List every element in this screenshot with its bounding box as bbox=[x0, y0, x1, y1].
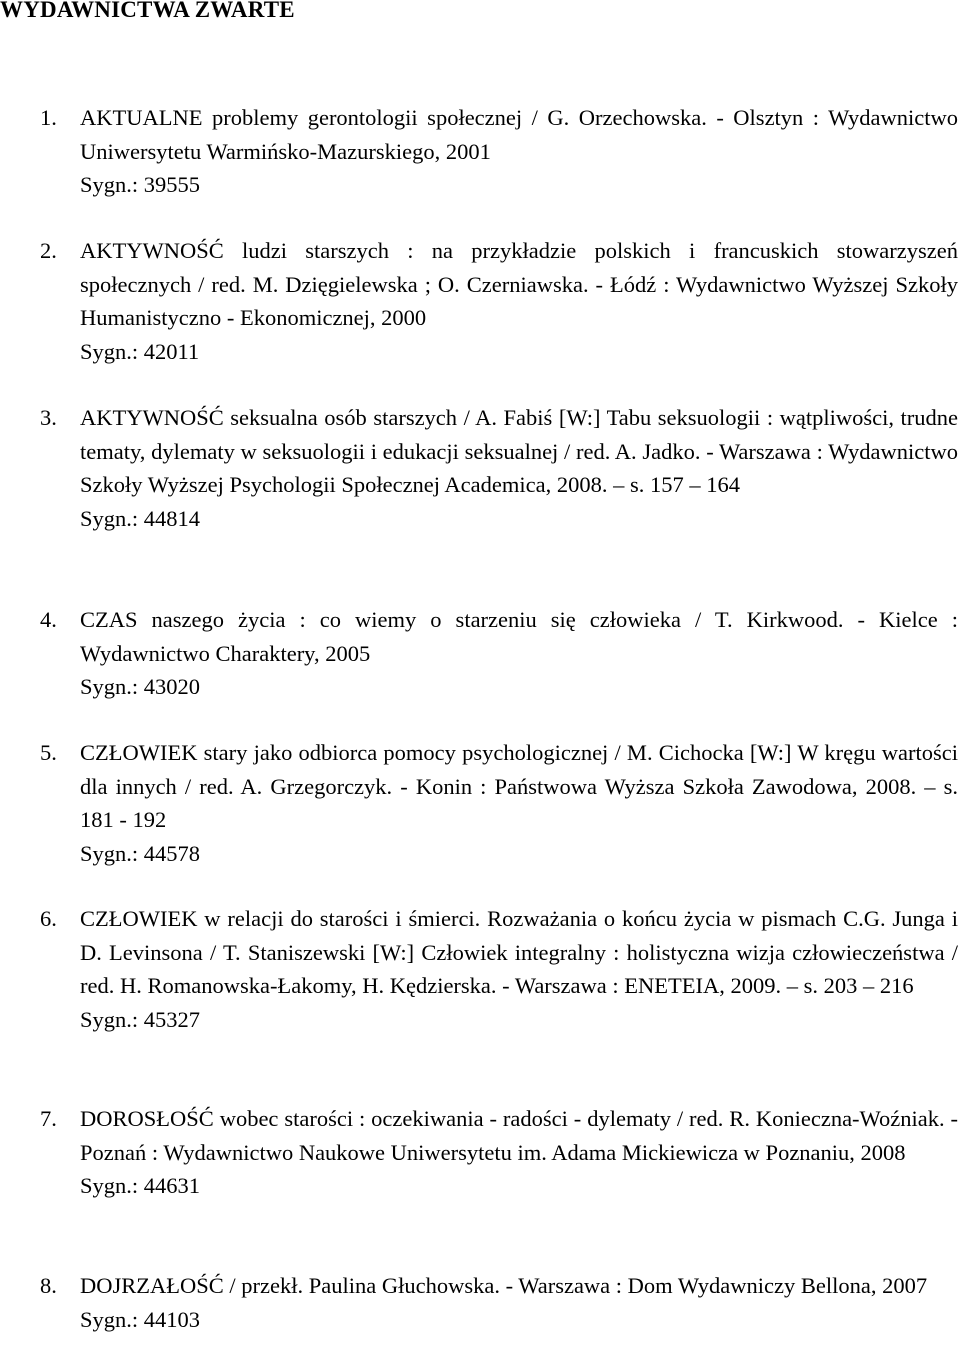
entry-description: CZŁOWIEK w relacji do starości i śmierci. Rozważania o końcu życia w pismach C.G. Junga i D. Levinsona / T. Staniszewski [W:] Człowiek integralny : holistyczna wizja człowieczeństwa / red. H. Romanowska-Łakomy, H. Kędzierska. - Warszawa : ENETEIA, 2009. – s. 203 – 216 bbox=[80, 906, 958, 998]
bibliography-entry bbox=[0, 603, 958, 704]
page-title: WYDAWNICTWA ZWARTE bbox=[0, 0, 295, 22]
entry-call-number: Sygn.: 44578 bbox=[80, 840, 201, 866]
entry-description: CZŁOWIEK stary jako odbiorca pomocy psychologicznej / M. Cichocka [W:] W kręgu wartości dla innych / red. A. Grzegorczyk. - Konin : Państwowa Wyższa Szkoła Zawodowa, 2008. – s. 181 - 192 bbox=[80, 740, 958, 832]
bibliography-entry bbox=[0, 401, 958, 535]
entry-number: 8. bbox=[40, 1273, 57, 1298]
entry-number: 1. bbox=[40, 105, 57, 130]
entry-call-number: Sygn.: 44814 bbox=[80, 505, 201, 531]
entry-call-number: Sygn.: 39555 bbox=[80, 172, 201, 197]
entry-description: AKTYWNOŚĆ ludzi starszych : na przykładzie polskich i francuskich stowarzyszeń społecznych / red. M. Dzięgielewska ; O. Czerniawska. - Łódź : Wydawnictwo Wyższej Szkoły Humanistyczno - Ekonomicznej, 2000 bbox=[80, 238, 958, 330]
entry-number: 5. bbox=[40, 740, 57, 765]
bibliography-entry bbox=[0, 736, 958, 870]
bibliography-entry bbox=[0, 1102, 958, 1203]
entry-number: 7. bbox=[40, 1106, 57, 1131]
entry-description: CZAS naszego życia : co wiemy o starzeniu się człowieka / T. Kirkwood. - Kielce : Wydawnictwo Charaktery, 2005 bbox=[80, 607, 958, 666]
entry-number: 4. bbox=[40, 607, 57, 632]
bibliography-entry bbox=[0, 101, 958, 202]
entry-number: 3. bbox=[40, 405, 57, 430]
entry-call-number: Sygn.: 44103 bbox=[80, 1306, 201, 1332]
entry-description: DOJRZAŁOŚĆ / przekł. Paulina Głuchowska. - Warszawa : Dom Wydawniczy Bellona, 2007 bbox=[80, 1273, 928, 1298]
bibliography-entry bbox=[0, 902, 958, 1036]
entry-call-number: Sygn.: 42011 bbox=[80, 338, 200, 364]
entry-call-number: Sygn.: 44631 bbox=[80, 1173, 201, 1198]
entry-call-number: Sygn.: 43020 bbox=[80, 674, 201, 699]
entry-number: 2. bbox=[40, 238, 57, 263]
bibliography-entry bbox=[0, 1269, 958, 1336]
entry-description: AKTYWNOŚĆ seksualna osób starszych / A. Fabiś [W:] Tabu seksuologii : wątpliwości, trudne tematy, dylematy w seksuologii i edukacji seksualnej / red. A. Jadko. - Warszawa : Wydawnictwo Szkoły Wyższej Psychologii Społecznej Academica, 2008. – s. 157 – 164 bbox=[80, 405, 958, 497]
entry-description: AKTUALNE problemy gerontologii społecznej / G. Orzechowska. - Olsztyn : Wydawnictwo Uniwersytetu Warmińsko-Mazurskiego, 2001 bbox=[80, 105, 958, 164]
bibliography-entry bbox=[0, 234, 958, 368]
entry-description: DOROSŁOŚĆ wobec starości : oczekiwania - radości - dylematy / red. R. Konieczna-Woźniak. - Poznań : Wydawnictwo Naukowe Uniwersytetu im. Adama Mickiewicza w Poznaniu, 2008 bbox=[80, 1106, 958, 1165]
entry-call-number: Sygn.: 45327 bbox=[80, 1006, 201, 1032]
entry-number: 6. bbox=[40, 906, 57, 931]
